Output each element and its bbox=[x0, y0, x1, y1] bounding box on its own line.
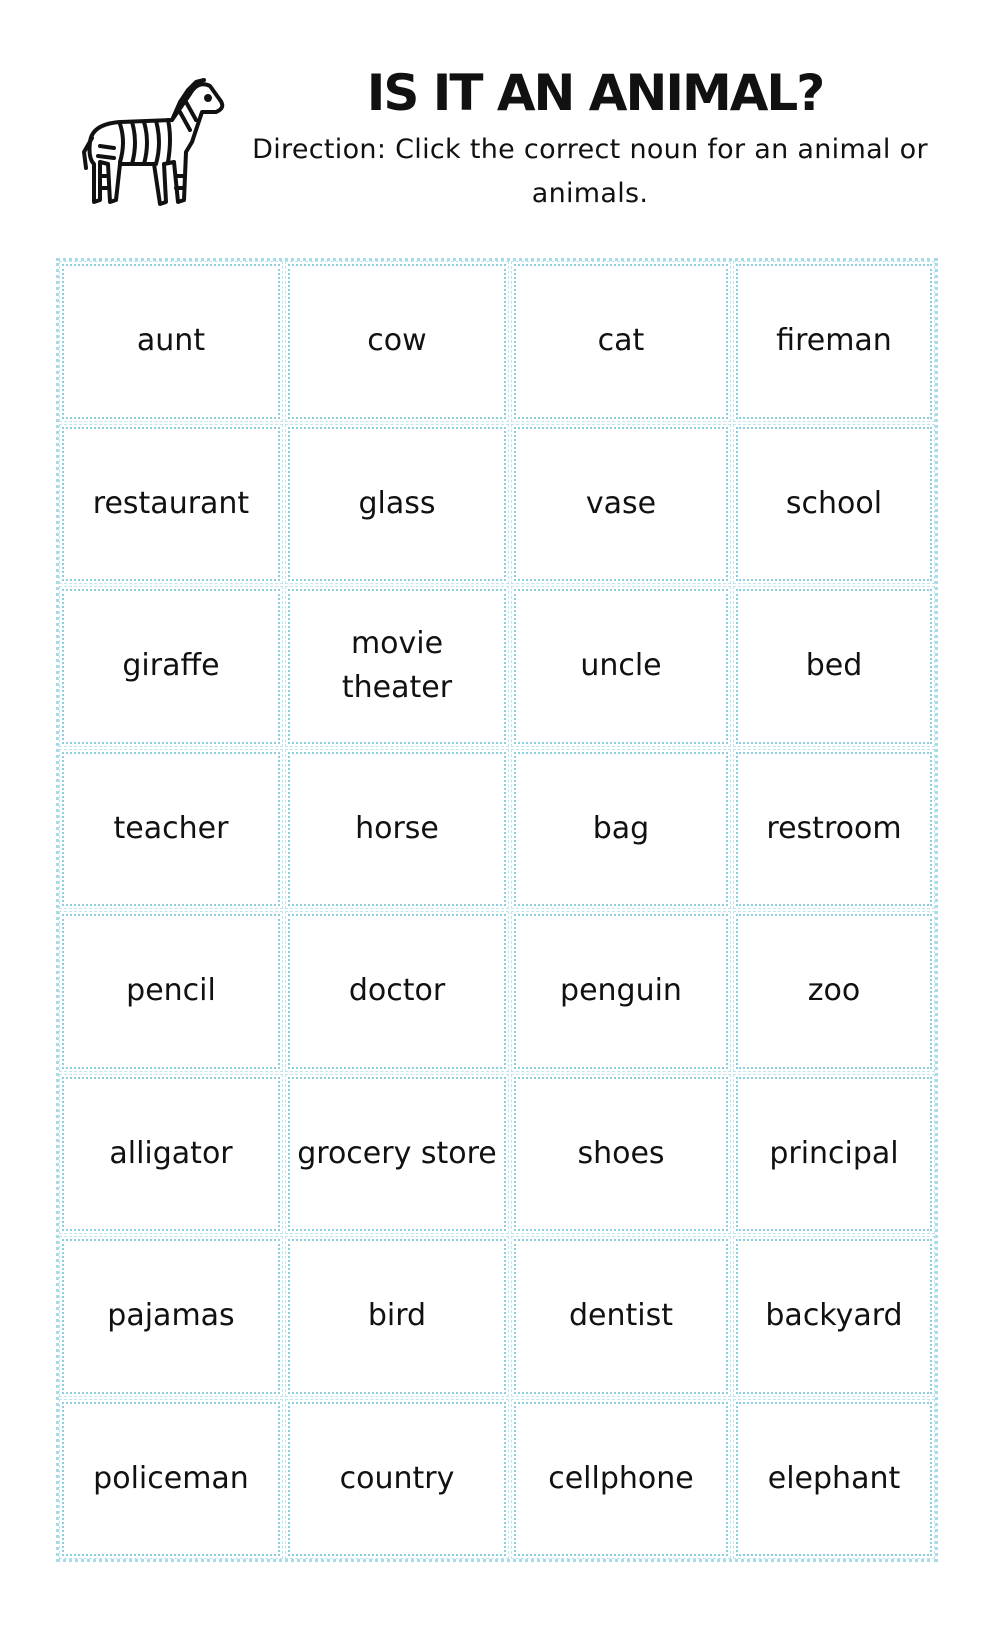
word-card-aunt[interactable] bbox=[62, 264, 280, 419]
word-label: penguin bbox=[560, 973, 682, 1009]
word-label: bird bbox=[367, 1298, 427, 1334]
word-label: policeman bbox=[93, 1460, 249, 1496]
word-label: aunt bbox=[136, 323, 206, 359]
word-card-shoes[interactable] bbox=[514, 1077, 728, 1232]
word-label: pencil bbox=[126, 973, 216, 1009]
word-label: restroom bbox=[766, 810, 902, 846]
word-card-grocery-store[interactable] bbox=[288, 1077, 506, 1232]
word-grid bbox=[58, 260, 936, 1560]
word-card-uncle[interactable] bbox=[514, 589, 728, 744]
word-label: school bbox=[785, 485, 883, 521]
word-label: bag bbox=[592, 810, 650, 846]
word-label: vase bbox=[585, 485, 657, 521]
word-card-zoo[interactable] bbox=[736, 914, 932, 1069]
word-label: cellphone bbox=[548, 1460, 694, 1496]
zebra-icon bbox=[80, 72, 240, 222]
word-card-country[interactable] bbox=[288, 1402, 506, 1557]
word-label: cat bbox=[597, 323, 645, 359]
word-card-teacher[interactable] bbox=[62, 752, 280, 907]
word-label: country bbox=[339, 1460, 455, 1496]
word-label: backyard bbox=[765, 1298, 903, 1334]
word-card-restaurant[interactable] bbox=[62, 427, 280, 582]
word-card-backyard[interactable] bbox=[736, 1239, 932, 1394]
word-card-dentist[interactable] bbox=[514, 1239, 728, 1394]
word-card-giraffe[interactable] bbox=[62, 589, 280, 744]
word-label: alligator bbox=[109, 1135, 233, 1171]
page-title: IS IT AN ANIMAL? bbox=[366, 64, 824, 122]
word-label: shoes bbox=[577, 1135, 665, 1171]
word-card-vase[interactable] bbox=[514, 427, 728, 582]
word-label: pajamas bbox=[107, 1298, 235, 1334]
word-label: restaurant bbox=[92, 485, 250, 521]
word-card-doctor[interactable] bbox=[288, 914, 506, 1069]
word-label: doctor bbox=[348, 973, 446, 1009]
word-card-alligator[interactable] bbox=[62, 1077, 280, 1232]
word-card-penguin[interactable] bbox=[514, 914, 728, 1069]
word-card-fireman[interactable] bbox=[736, 264, 932, 419]
word-card-cellphone[interactable] bbox=[514, 1402, 728, 1557]
direction-text: Direction: Click the correct noun for an animal or animals. bbox=[252, 134, 928, 209]
word-label: grocery store bbox=[297, 1135, 497, 1171]
word-label: cow bbox=[367, 323, 427, 359]
word-card-pajamas[interactable] bbox=[62, 1239, 280, 1394]
word-label: uncle bbox=[580, 648, 662, 684]
word-card-glass[interactable] bbox=[288, 427, 506, 582]
word-label: dentist bbox=[568, 1298, 673, 1334]
word-card-cat[interactable] bbox=[514, 264, 728, 419]
word-card-principal[interactable] bbox=[736, 1077, 932, 1232]
word-card-policeman[interactable] bbox=[62, 1402, 280, 1557]
word-card-pencil[interactable] bbox=[62, 914, 280, 1069]
word-card-bag[interactable] bbox=[514, 752, 728, 907]
word-label: glass bbox=[358, 485, 436, 521]
word-card-cow[interactable] bbox=[288, 264, 506, 419]
word-card-restroom[interactable] bbox=[736, 752, 932, 907]
word-label: fireman bbox=[776, 323, 892, 359]
word-label: teacher bbox=[113, 810, 229, 846]
word-card-horse[interactable] bbox=[288, 752, 506, 907]
word-card-bird[interactable] bbox=[288, 1239, 506, 1394]
word-label: elephant bbox=[767, 1460, 901, 1496]
word-card-movie-theater[interactable] bbox=[288, 589, 506, 744]
word-card-school[interactable] bbox=[736, 427, 932, 582]
word-label: giraffe bbox=[122, 648, 220, 684]
word-label: movie theater bbox=[341, 626, 453, 706]
word-card-elephant[interactable] bbox=[736, 1402, 932, 1557]
word-label: horse bbox=[355, 810, 439, 846]
word-label: principal bbox=[769, 1135, 899, 1171]
word-label: bed bbox=[805, 648, 863, 684]
word-label: zoo bbox=[807, 973, 861, 1009]
word-card-bed[interactable] bbox=[736, 589, 932, 744]
